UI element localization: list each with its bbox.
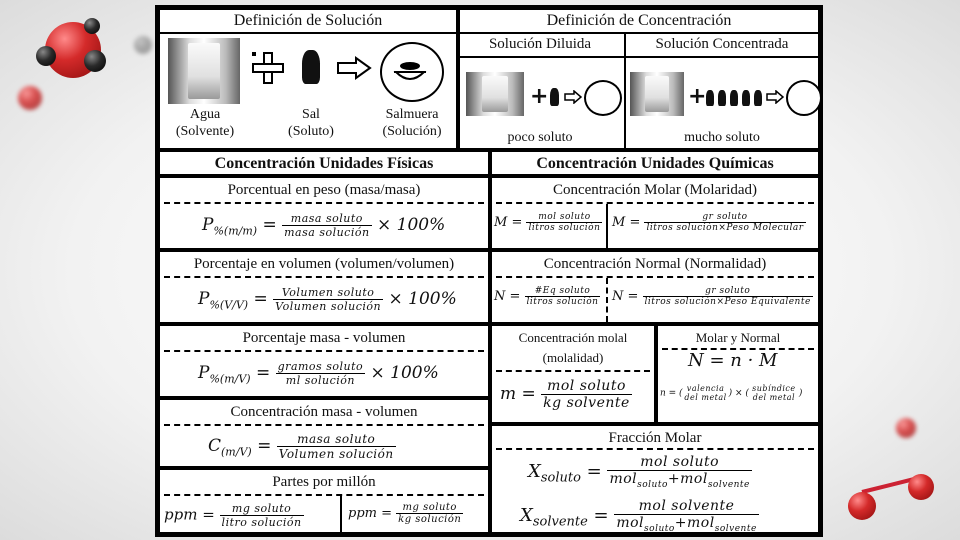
fraccion-molar-title: Fracción Molar [608, 430, 702, 446]
porcentaje-masa-volumen-panel [158, 324, 490, 398]
poco-soluto-label: poco soluto [507, 130, 573, 145]
normalidad-title: Concentración Normal (Normalidad) [543, 256, 767, 272]
concentracion-masa-volumen-title: Concentración masa - volumen [230, 404, 418, 420]
salt-shaker-icon [302, 50, 320, 84]
molaridad-panel [490, 176, 820, 250]
molalidad-title: Concentración molal [518, 330, 628, 345]
concentrated-glass-image [630, 72, 684, 116]
solution-bowl-icon [786, 80, 822, 116]
definicion-solucion-title: Definición de Solución [233, 12, 383, 29]
solucion-concentrada-label: Solución Concentrada [655, 36, 789, 52]
normalidad-panel [490, 250, 820, 324]
plus-icon: + [688, 84, 707, 109]
unidades-quimicas-title: Concentración Unidades Químicas [536, 155, 774, 172]
formula-molaridad-peso: M = $\frac{\text{gr soluto}}{\text{litros solución×Peso Molecular}}$ [612, 212, 804, 233]
agua-label: Agua [189, 107, 221, 122]
formula-normalidad-peso: N = $\frac{\text{gr soluto}}{\text{litros solución×Peso Equivalente}}$ [612, 286, 811, 307]
salt-shaker-icon [730, 90, 738, 106]
porcentaje-volumen-panel [158, 250, 490, 324]
formula-masa-volumen: $P_{\%(m/V)}$ = $\frac{\text{gramos soluto}}{\text{ml solución}}$ × 100% [198, 360, 439, 387]
salt-shaker-icon [706, 90, 714, 106]
salt-shaker-icon [718, 90, 726, 106]
plus-icon: + [530, 84, 549, 109]
molar-normal-title: Molar y Normal [695, 330, 781, 345]
definicion-solucion-panel [158, 8, 458, 150]
soluto-label: (Soluto) [288, 124, 334, 139]
porcentual-peso-panel [158, 176, 490, 250]
formula-fraccion-solvente: $X_{solvente}$ = $\frac{\text{mol solvente}}{mol_{soluto}+mol_{solvente}}$ [520, 498, 757, 534]
concentracion-masa-volumen-panel [158, 398, 490, 468]
formula-volumen-volumen: $P_{\%(V/V)}$ = $\frac{\text{Volumen soluto}}{\text{Volumen solución}}$ × 100% [198, 286, 457, 313]
salmuera-label: Salmuera [385, 107, 439, 122]
porcentual-peso-title: Porcentual en peso (masa/masa) [227, 182, 421, 198]
formula-normalidad-simple: N = $\frac{\text{\#Eq soluto}}{\text{litros solución}}$ [494, 286, 599, 307]
sal-label: Sal [302, 107, 320, 122]
plus-icon [252, 52, 284, 84]
arrow-right-icon [564, 90, 582, 104]
porcentaje-masa-volumen-title: Porcentaje masa - volumen [242, 330, 406, 346]
formula-fraccion-soluto: $X_{soluto}$ = $\frac{\text{mol soluto}}{mol_{soluto}+mol_{solvente}}$ [528, 454, 750, 490]
definicion-concentracion-title: Definición de Concentración [546, 12, 732, 29]
water-glass-image [168, 38, 240, 104]
solvente-label: (Solvente) [175, 124, 235, 139]
arrow-right-icon [336, 56, 372, 80]
formula-molaridad-simple: M = $\frac{\text{mol soluto}}{\text{litros solución}}$ [494, 212, 601, 233]
diluted-glass-image [466, 72, 524, 116]
fraccion-molar-panel [490, 424, 820, 534]
definicion-concentracion-panel [458, 8, 820, 150]
concentration-reference-sheet [155, 5, 823, 537]
salt-shaker-icon [754, 90, 762, 106]
salt-shaker-icon [742, 90, 750, 106]
formula-concentracion-masa-volumen: $C_{(m/V)}$ = $\frac{\text{masa soluto}}{\text{Volumen solución}}$ [208, 432, 394, 461]
partes-por-millon-title: Partes por millón [272, 474, 376, 490]
formula-n-igual-n-m: N = n · M [688, 350, 778, 371]
solution-bowl-icon [584, 80, 622, 116]
brine-bowl-icon [380, 42, 444, 102]
formula-ppm-litro: ppm = $\frac{\text{mg soluto}}{\text{litro solución}}$ [164, 502, 302, 529]
porcentaje-volumen-title: Porcentaje en volumen (volumen/volumen) [193, 256, 455, 272]
formula-ppm-kg: ppm = $\frac{\text{mg soluto}}{\text{kg solución}}$ [348, 502, 462, 525]
molar-normal-panel [656, 324, 820, 424]
molalidad-panel [490, 324, 656, 424]
salt-shaker-icon [550, 88, 559, 106]
solucion-label: (Solución) [382, 124, 442, 139]
formula-n-valencia-subindice: n = ( valencia del metal ) × ( subíndice del metal ) [660, 384, 803, 402]
unidades-fisicas-title: Concentración Unidades Físicas [214, 155, 434, 172]
partes-por-millon-panel [158, 468, 490, 534]
formula-molalidad: m = $\frac{\text{mol soluto}}{\text{kg solvente}}$ [500, 378, 630, 411]
formula-masa-masa: $P_{\%(m/m)}$ = $\frac{\text{masa soluto}}{\text{masa solución}}$ × 100% [202, 212, 446, 239]
solucion-diluida-label: Solución Diluida [488, 36, 592, 52]
molalidad-subtitle: (molalidad) [542, 350, 604, 365]
mucho-soluto-label: mucho soluto [684, 130, 760, 145]
arrow-right-icon [766, 90, 784, 104]
molaridad-title: Concentración Molar (Molaridad) [552, 182, 758, 198]
